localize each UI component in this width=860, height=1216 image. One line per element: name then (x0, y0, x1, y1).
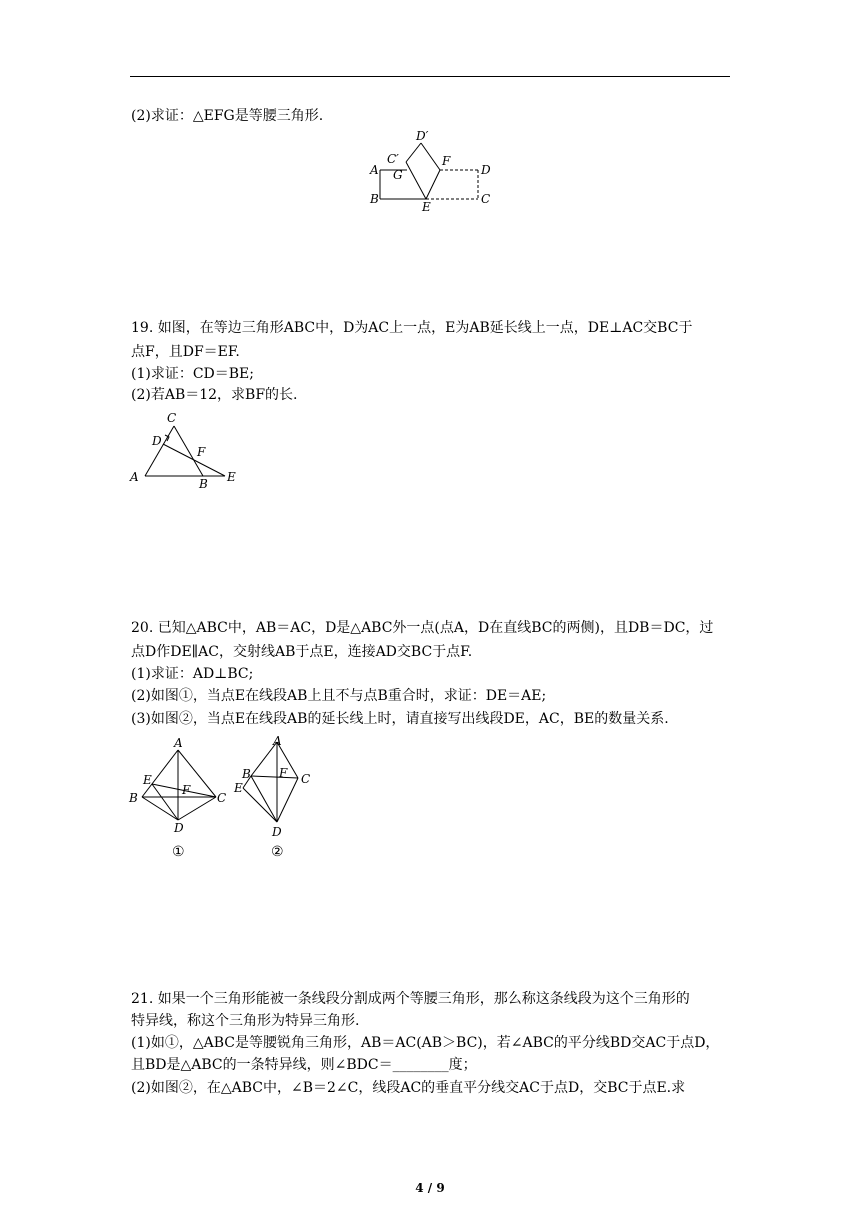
figure-caption-1: ① (172, 844, 185, 860)
label-e: E (227, 470, 236, 484)
label-a: A (273, 734, 282, 748)
label-a: A (370, 163, 379, 177)
label-d: D (174, 821, 184, 835)
q20-part3: (3)如图②，当点E在线段AB的延长线上时，请直接写出线段DE，AC，BE的数量关系. (131, 711, 669, 727)
figure-q20-2 (228, 736, 328, 861)
figure-caption-2: ② (271, 844, 284, 860)
label-c: C (167, 411, 177, 425)
page-number: 4 / 9 (415, 1181, 445, 1195)
label-a: A (174, 736, 183, 750)
q21-part2: (2)如图②，在△ABC中，∠B＝2∠C，线段AC的垂直平分线交AC于点D，交BC于点E.求 (131, 1080, 686, 1096)
label-c-prime: C′ (387, 152, 399, 166)
label-b: B (242, 767, 251, 781)
label-b: B (199, 477, 208, 491)
label-f: F (182, 783, 191, 797)
q21-part1: (1)如①，△ABC是等腰锐角三角形，AB＝AC(AB＞BC)，若∠ABC的平分线BD交AC于点D， (131, 1035, 720, 1051)
label-c: C (481, 192, 491, 206)
label-c: C (301, 772, 311, 786)
label-d: D (481, 163, 491, 177)
q20-part1: (1)求证：AD⊥BC; (131, 666, 254, 682)
label-e: E (143, 773, 152, 787)
q21-line2: 特异线，称这个三角形为特异三角形. (131, 1013, 360, 1029)
figure-q20-1 (125, 736, 235, 861)
label-f: F (279, 766, 288, 780)
q19-part2: (2)若AB＝12，求BF的长. (131, 387, 298, 403)
label-e: E (422, 200, 431, 214)
q20-line1: 20. 已知△ABC中，AB＝AC，D是△ABC外一点(点A，D在直线BC的两侧)，且DB＝DC，过 (131, 620, 714, 636)
q18-part2: (2)求证：△EFG是等腰三角形. (131, 108, 324, 124)
q19-line2: 点F，且DF＝EF. (131, 344, 240, 360)
q21-part1-cont: 且BD是△ABC的一条特异线，则∠BDC＝________度； (131, 1057, 477, 1073)
q21-line1: 21. 如果一个三角形能被一条线段分割成两个等腰三角形，那么称这条线段为这个三角形的 (131, 991, 690, 1007)
q20-line2: 点D作DE∥AC，交射线AB于点E，连接AD交BC于点F. (131, 644, 473, 660)
figure-q18 (360, 126, 500, 216)
label-b: B (129, 791, 138, 805)
label-d-prime: D′ (416, 129, 429, 143)
q19-line1: 19. 如图，在等边三角形ABC中，D为AC上一点，E为AB延长线上一点，DE⊥AC交BC于 (131, 320, 693, 336)
q19-part1: (1)求证：CD＝BE; (131, 366, 254, 382)
label-d: D (152, 434, 162, 448)
label-g: G (393, 168, 403, 182)
label-a: A (130, 470, 139, 484)
label-e: E (234, 781, 243, 795)
header-rule (130, 76, 730, 77)
label-b: B (370, 192, 379, 206)
label-d: D (272, 825, 282, 839)
figure-q19 (125, 408, 250, 490)
label-f: F (442, 154, 451, 168)
label-f: F (197, 445, 206, 459)
q20-part2: (2)如图①，当点E在线段AB上且不与点B重合时，求证：DE＝AE; (131, 688, 547, 704)
label-c: C (217, 791, 227, 805)
